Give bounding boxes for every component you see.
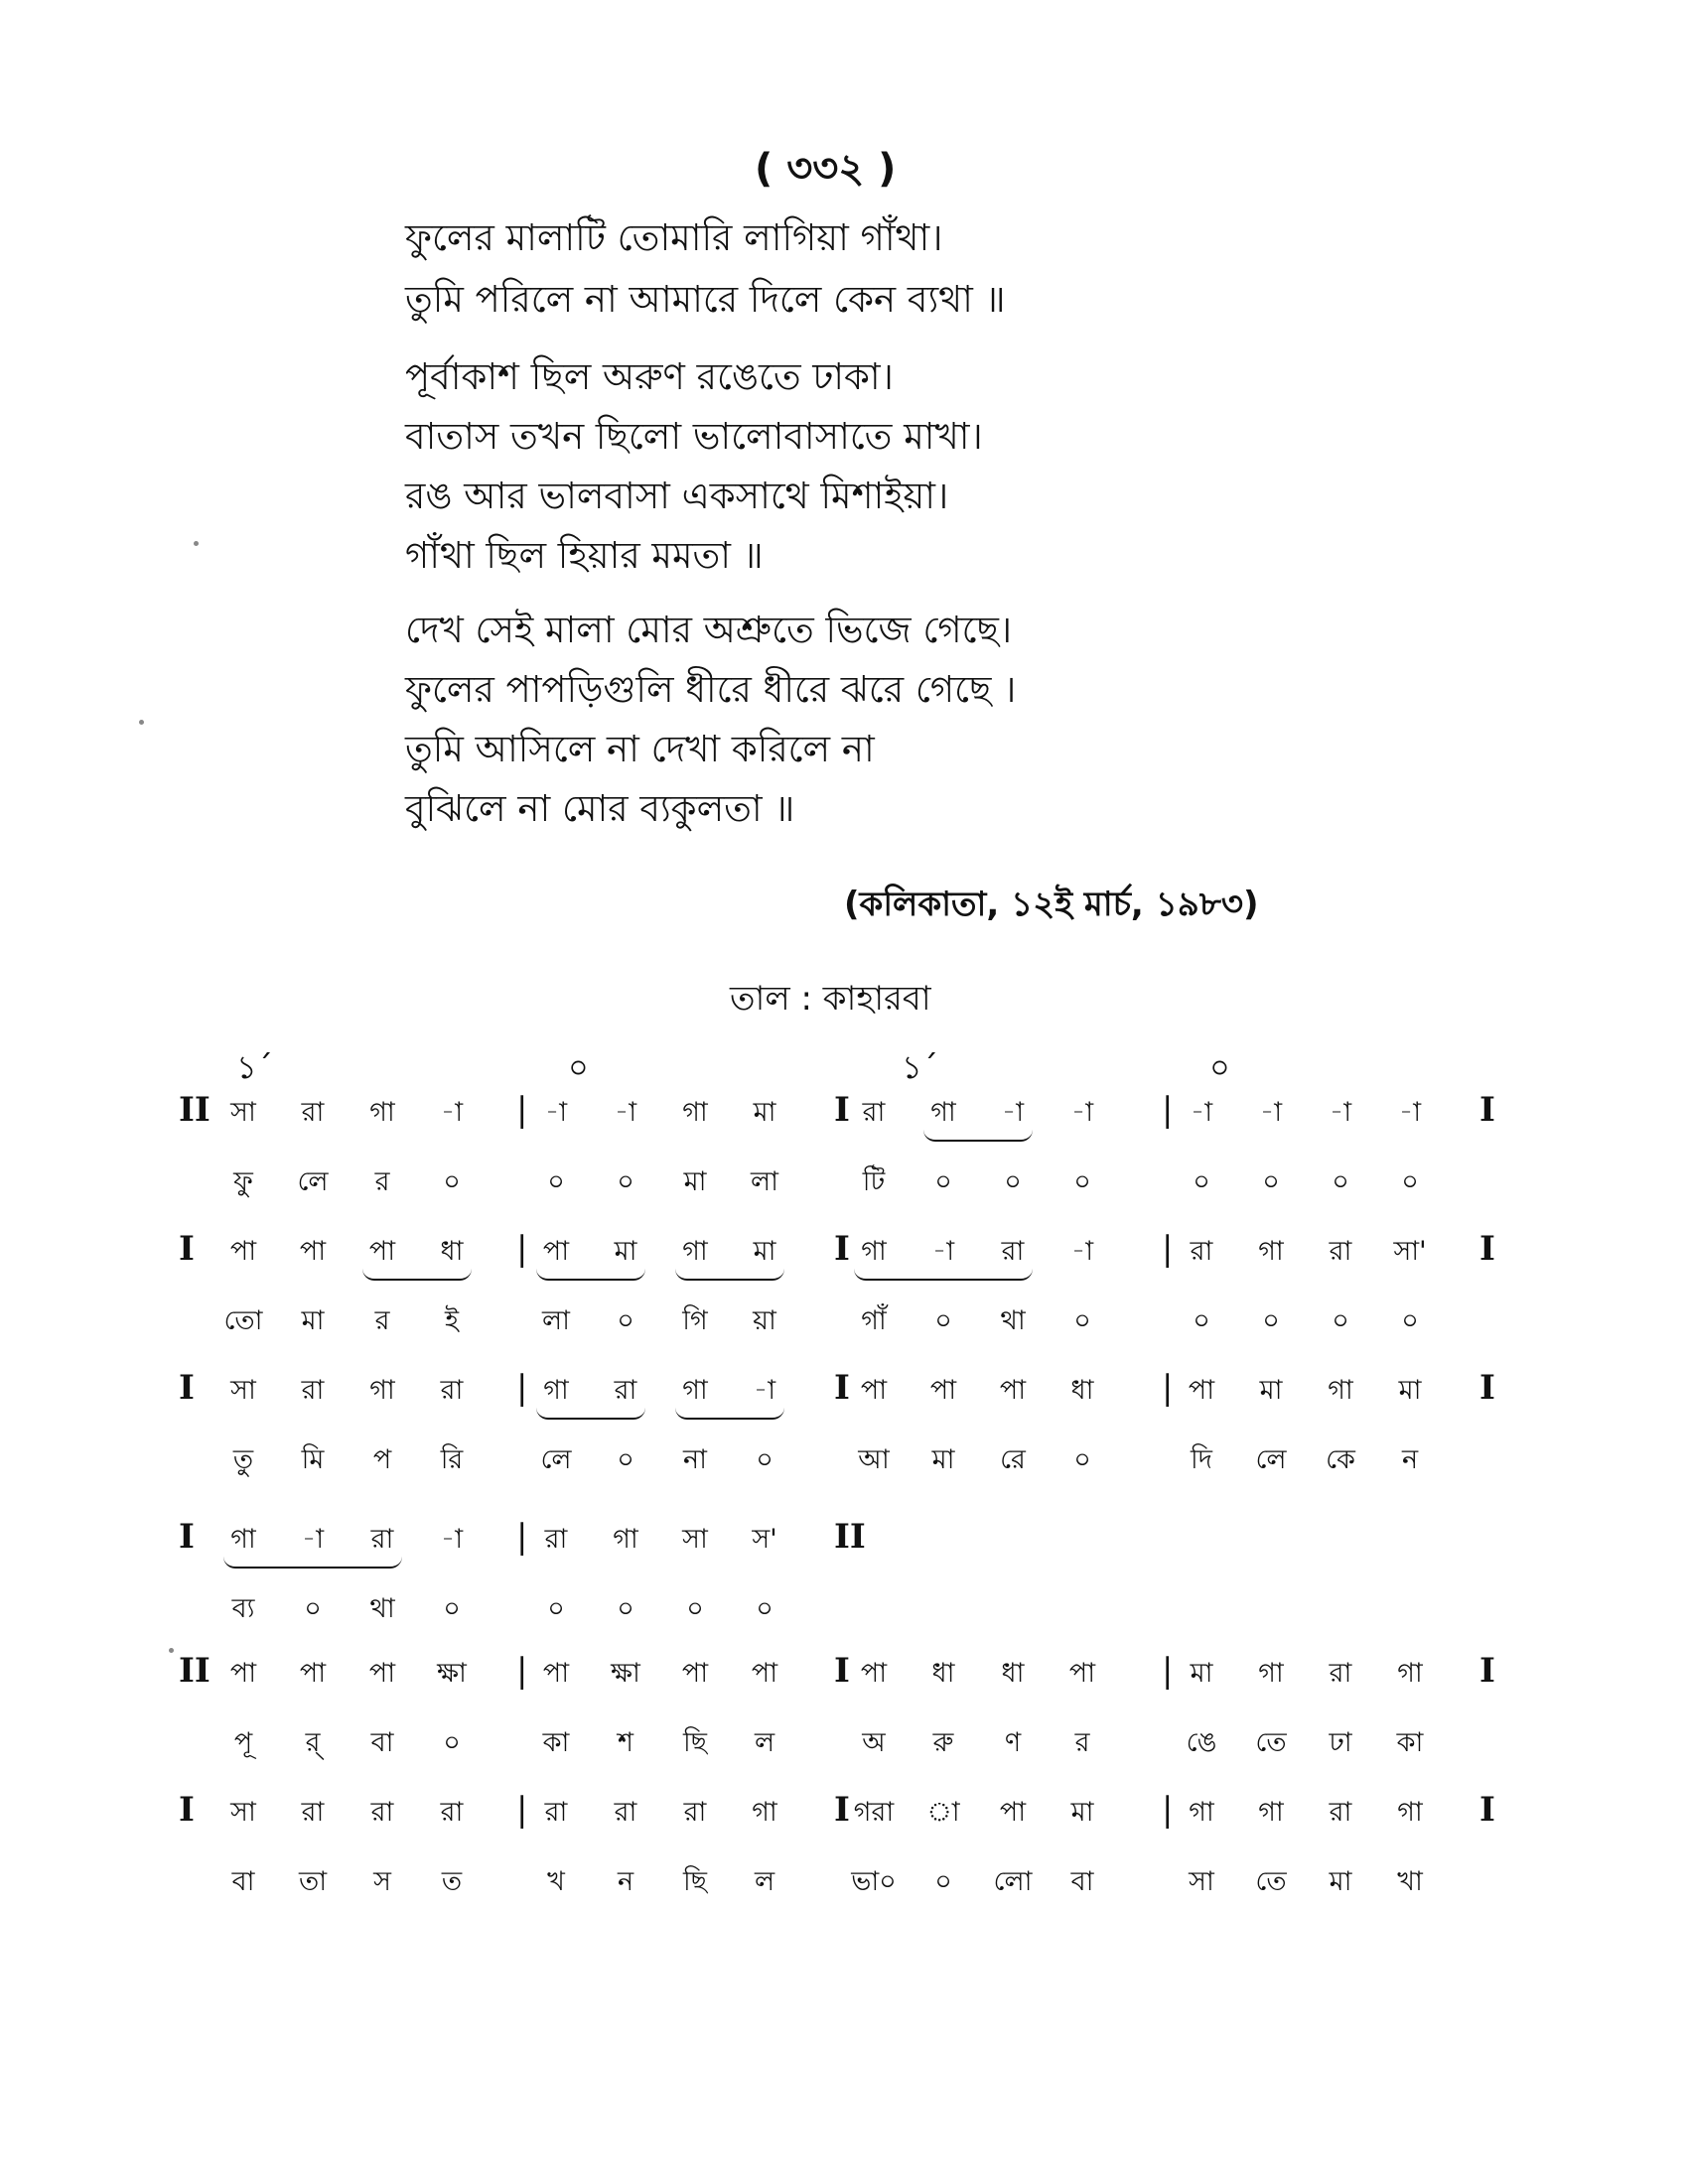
note: পা xyxy=(751,1658,778,1689)
note: গরা xyxy=(853,1797,895,1828)
note: মা xyxy=(1259,1375,1283,1406)
notation-row xyxy=(0,1790,1688,1897)
note: ধা xyxy=(1070,1375,1094,1406)
note: রা xyxy=(544,1524,568,1555)
syllable: লে xyxy=(297,1166,329,1197)
bar-line: I xyxy=(1479,1790,1495,1830)
syllable: মা xyxy=(1329,1866,1352,1897)
syllable: গাঁ xyxy=(861,1305,887,1336)
syllable: বা xyxy=(370,1727,394,1758)
note: পা xyxy=(860,1375,888,1406)
syllable: বা xyxy=(1070,1866,1094,1897)
syllable: ০ xyxy=(1193,1166,1210,1197)
slur-mark xyxy=(362,1269,472,1281)
note: রা xyxy=(440,1375,464,1406)
note: রা xyxy=(862,1097,886,1128)
note: রা xyxy=(440,1797,464,1828)
syllable: কা xyxy=(542,1727,570,1758)
note: রা xyxy=(614,1797,637,1828)
syllable: ই xyxy=(444,1305,460,1336)
syllable: বা xyxy=(231,1866,255,1897)
syllable: ০ xyxy=(617,1305,634,1336)
note: ক্ষা xyxy=(611,1658,640,1689)
song-number: ( ৩৩২ ) xyxy=(755,146,897,192)
note: রা xyxy=(370,1797,394,1828)
note: পা xyxy=(929,1375,957,1406)
note: পা xyxy=(368,1658,396,1689)
note: পা xyxy=(999,1375,1027,1406)
bar-line: II xyxy=(179,1090,211,1130)
note: -া xyxy=(1070,1236,1094,1267)
syllable: ০ xyxy=(617,1444,634,1475)
note: -া xyxy=(1070,1097,1094,1128)
syllable: খ xyxy=(547,1866,565,1897)
note: সা xyxy=(230,1097,256,1128)
notation-row xyxy=(0,1229,1688,1336)
note: পা xyxy=(860,1658,888,1689)
bar-line: | xyxy=(516,1368,528,1408)
notation-row xyxy=(0,1517,1688,1624)
bar-line: I xyxy=(179,1229,195,1269)
beat-mark: ১´ xyxy=(236,1048,273,1086)
syllable: ০ xyxy=(686,1593,704,1624)
note: -া xyxy=(1259,1097,1283,1128)
syllable: তা xyxy=(298,1866,328,1897)
note: পা xyxy=(999,1797,1027,1828)
syllable: ০ xyxy=(1401,1305,1419,1336)
note: মা xyxy=(753,1097,776,1128)
syllable: ০ xyxy=(934,1866,952,1897)
note: -া xyxy=(301,1524,325,1555)
bar-line: II xyxy=(179,1651,211,1691)
note: রা xyxy=(544,1797,568,1828)
bar-line: | xyxy=(1162,1368,1174,1408)
note: রা xyxy=(1329,1236,1352,1267)
syllable: থা xyxy=(369,1593,395,1624)
note: রা xyxy=(301,1375,325,1406)
note: মা xyxy=(1398,1375,1422,1406)
note: গা xyxy=(1189,1797,1214,1828)
beat-mark: ১´ xyxy=(902,1048,938,1086)
note: মা xyxy=(1190,1658,1213,1689)
syllable: ঢা xyxy=(1329,1727,1352,1758)
note: গা xyxy=(1258,1797,1284,1828)
note: গা xyxy=(369,1375,395,1406)
bar-line: | xyxy=(516,1517,528,1557)
syllable: লা xyxy=(751,1166,778,1197)
syllable: ০ xyxy=(1073,1166,1091,1197)
note: পা xyxy=(229,1236,257,1267)
syllable: ০ xyxy=(1262,1305,1280,1336)
syllable: ০ xyxy=(934,1305,952,1336)
note: গা xyxy=(1258,1236,1284,1267)
syllable: ০ xyxy=(1004,1166,1022,1197)
lyric-line: পূর্বাকাশ ছিল অরুণ রঙেতে ঢাকা। xyxy=(405,355,894,398)
note: -া xyxy=(614,1097,637,1128)
bar-line: I xyxy=(834,1090,850,1130)
speck xyxy=(169,1648,174,1653)
note: রা xyxy=(301,1797,325,1828)
note: পা xyxy=(299,1658,327,1689)
syllable: মা xyxy=(683,1166,707,1197)
bar-line: II xyxy=(834,1517,866,1557)
slur-mark xyxy=(536,1269,645,1281)
syllable: লে xyxy=(1255,1444,1287,1475)
note: পা xyxy=(1068,1658,1096,1689)
syllable: র xyxy=(374,1166,390,1197)
syllable: তো xyxy=(223,1305,263,1336)
note: -া xyxy=(544,1097,568,1128)
beat-mark: ০ xyxy=(568,1048,589,1086)
lyric-line: দেখ সেই মালা মোর অশ্রুতে ভিজে গেছে। xyxy=(405,609,1013,651)
bar-line: I xyxy=(834,1790,850,1830)
bar-line: I xyxy=(834,1651,850,1691)
syllable: ০ xyxy=(443,1727,461,1758)
syllable: ০ xyxy=(547,1593,565,1624)
note: -া xyxy=(931,1236,955,1267)
speck xyxy=(139,720,144,725)
speck xyxy=(194,541,199,546)
note: -া xyxy=(440,1524,464,1555)
bar-line: | xyxy=(516,1090,528,1130)
note: রা xyxy=(614,1375,637,1406)
note: গা xyxy=(682,1097,708,1128)
note: পা xyxy=(299,1236,327,1267)
bar-line: I xyxy=(1479,1229,1495,1269)
syllable: খা xyxy=(1397,1866,1423,1897)
note: ধা xyxy=(931,1658,955,1689)
note: রা xyxy=(370,1524,394,1555)
syllable: ০ xyxy=(617,1166,634,1197)
syllable: শ xyxy=(618,1727,633,1758)
bar-line: I xyxy=(179,1517,195,1557)
note: সা xyxy=(230,1797,256,1828)
syllable: ০ xyxy=(756,1444,774,1475)
syllable: দি xyxy=(1191,1444,1212,1475)
syllable: ০ xyxy=(1262,1166,1280,1197)
syllable: ০ xyxy=(756,1593,774,1624)
syllable: ল xyxy=(754,1866,775,1897)
note: ক্ষা xyxy=(437,1658,467,1689)
note: সা xyxy=(682,1524,708,1555)
notation-row xyxy=(0,1368,1688,1475)
syllable: র xyxy=(374,1305,390,1336)
slur-mark xyxy=(923,1130,1033,1142)
syllable: ০ xyxy=(1073,1305,1091,1336)
lyric-line: তুমি আসিলে না দেখা করিলে না xyxy=(405,728,875,770)
syllable: রু xyxy=(932,1727,954,1758)
syllable: ন xyxy=(1401,1444,1419,1475)
syllable: ০ xyxy=(547,1166,565,1197)
note: গা xyxy=(1397,1658,1423,1689)
note: ধা xyxy=(1001,1658,1025,1689)
lyric-line: গাঁথা ছিল হিয়ার মমতা ॥ xyxy=(405,534,764,577)
syllable: থা xyxy=(1000,1305,1026,1336)
note: রা xyxy=(301,1097,325,1128)
note: গা xyxy=(1397,1797,1423,1828)
beat-mark: ০ xyxy=(1209,1048,1230,1086)
bar-line: | xyxy=(516,1790,528,1830)
syllable: স xyxy=(373,1866,391,1897)
note: সা' xyxy=(1393,1236,1427,1267)
tala-label: তাল : কাহারবা xyxy=(730,979,931,1019)
lyric-line: ফুলের মালাটি তোমারি লাগিয়া গাঁথা। xyxy=(405,216,943,259)
lyric-line: ফুলের পাপড়িগুলি ধীরে ধীরে ঝরে গেছে । xyxy=(405,668,1017,711)
slur-mark xyxy=(223,1557,402,1569)
syllable: তে xyxy=(1255,1727,1287,1758)
syllable: ল xyxy=(754,1727,775,1758)
note: পা xyxy=(229,1658,257,1689)
bar-line: I xyxy=(1479,1090,1495,1130)
note: রা xyxy=(1190,1236,1213,1267)
syllable: অ xyxy=(862,1727,886,1758)
note: -া xyxy=(753,1375,776,1406)
syllable: রি xyxy=(440,1444,464,1475)
note: রা xyxy=(1329,1797,1352,1828)
note: সা xyxy=(230,1375,256,1406)
note: পা xyxy=(1188,1375,1215,1406)
syllable: সা xyxy=(1189,1866,1214,1897)
syllable: মা xyxy=(301,1305,325,1336)
syllable: মা xyxy=(931,1444,955,1475)
lyric-line: রঙ আর ভালবাসা একসাথে মিশাইয়া। xyxy=(405,475,949,517)
note: মা xyxy=(753,1236,776,1267)
syllable: ০ xyxy=(1332,1166,1349,1197)
syllable: তু xyxy=(232,1444,254,1475)
syllable: ছি xyxy=(682,1727,708,1758)
notation-row xyxy=(0,1090,1688,1197)
syllable: কা xyxy=(1396,1727,1424,1758)
bar-line: I xyxy=(834,1368,850,1408)
note: রা xyxy=(1329,1658,1352,1689)
syllable: টি xyxy=(862,1166,886,1197)
note: স' xyxy=(752,1524,777,1555)
syllable: ০ xyxy=(1073,1444,1091,1475)
bar-line: I xyxy=(179,1368,195,1408)
syllable: গি xyxy=(682,1305,708,1336)
syllable: তে xyxy=(1255,1866,1287,1897)
note: গা xyxy=(861,1236,887,1267)
syllable: য়া xyxy=(753,1305,776,1336)
syllable: ০ xyxy=(304,1593,322,1624)
syllable: আ xyxy=(858,1444,890,1475)
bar-line: I xyxy=(179,1790,195,1830)
note: া xyxy=(926,1797,960,1828)
syllable: ঙে xyxy=(1186,1727,1217,1758)
bar-line: | xyxy=(1162,1090,1174,1130)
note: পা xyxy=(542,1658,570,1689)
lyric-line: বুঝিলে না মোর ব্যকুলতা ॥ xyxy=(405,787,795,830)
lyric-line: তুমি পরিলে না আমারে দিলে কেন ব্যথা ॥ xyxy=(405,278,1006,321)
syllable: ০ xyxy=(934,1166,952,1197)
syllable: ণ xyxy=(1004,1727,1022,1758)
syllable: লো xyxy=(993,1866,1033,1897)
lyric-line: বাতাস তখন ছিলো ভালোবাসাতে মাখা। xyxy=(405,415,983,458)
syllable: কে xyxy=(1326,1444,1355,1475)
syllable: ত xyxy=(441,1866,463,1897)
slur-mark xyxy=(675,1269,784,1281)
note: গা xyxy=(613,1524,638,1555)
bar-line: I xyxy=(834,1229,850,1269)
slur-mark xyxy=(536,1408,645,1420)
syllable: র্ xyxy=(305,1727,321,1758)
bar-line: I xyxy=(1479,1651,1495,1691)
note: মা xyxy=(1070,1797,1094,1828)
note: পা xyxy=(542,1236,570,1267)
bar-line: | xyxy=(1162,1229,1174,1269)
syllable: র xyxy=(1074,1727,1090,1758)
syllable: লা xyxy=(542,1305,570,1336)
syllable: না xyxy=(683,1444,707,1475)
syllable: ০ xyxy=(1193,1305,1210,1336)
note: পা xyxy=(368,1236,396,1267)
syllable: ০ xyxy=(1401,1166,1419,1197)
note: -া xyxy=(1190,1097,1213,1128)
syllable: ছি xyxy=(682,1866,708,1897)
note: -া xyxy=(1398,1097,1422,1128)
syllable: ন xyxy=(617,1866,634,1897)
bar-line: | xyxy=(1162,1651,1174,1691)
note: রা xyxy=(1001,1236,1025,1267)
note: গা xyxy=(752,1797,777,1828)
note: পা xyxy=(681,1658,709,1689)
note: গা xyxy=(1258,1658,1284,1689)
note: গা xyxy=(930,1097,956,1128)
note: -া xyxy=(440,1097,464,1128)
syllable: প xyxy=(372,1444,392,1475)
slur-mark xyxy=(854,1269,1033,1281)
composition-date: (কলিকাতা, ১২ই মার্চ, ১৯৮৩) xyxy=(844,885,1259,924)
notation-row xyxy=(0,1651,1688,1758)
syllable: লে xyxy=(540,1444,572,1475)
note: ধা xyxy=(440,1236,464,1267)
note: গা xyxy=(543,1375,569,1406)
syllable: ফু xyxy=(233,1166,253,1197)
note: গা xyxy=(682,1236,708,1267)
note: গা xyxy=(1328,1375,1353,1406)
syllable: ব্য xyxy=(231,1593,255,1624)
syllable: রে xyxy=(1000,1444,1026,1475)
note: -া xyxy=(1001,1097,1025,1128)
syllable: ০ xyxy=(1332,1305,1349,1336)
note: গা xyxy=(369,1097,395,1128)
syllable: ০ xyxy=(443,1593,461,1624)
note: মা xyxy=(614,1236,637,1267)
syllable: ০ xyxy=(443,1166,461,1197)
bar-line: | xyxy=(516,1651,528,1691)
syllable: পূ xyxy=(233,1727,253,1758)
note: -া xyxy=(1329,1097,1352,1128)
note: গা xyxy=(682,1375,708,1406)
syllable: ভা০ xyxy=(851,1866,897,1897)
slur-mark xyxy=(675,1408,784,1420)
syllable: ০ xyxy=(617,1593,634,1624)
bar-line: I xyxy=(1479,1368,1495,1408)
note: রা xyxy=(683,1797,707,1828)
note: গা xyxy=(230,1524,256,1555)
syllable: মি xyxy=(301,1444,325,1475)
bar-line: | xyxy=(516,1229,528,1269)
bar-line: | xyxy=(1162,1790,1174,1830)
